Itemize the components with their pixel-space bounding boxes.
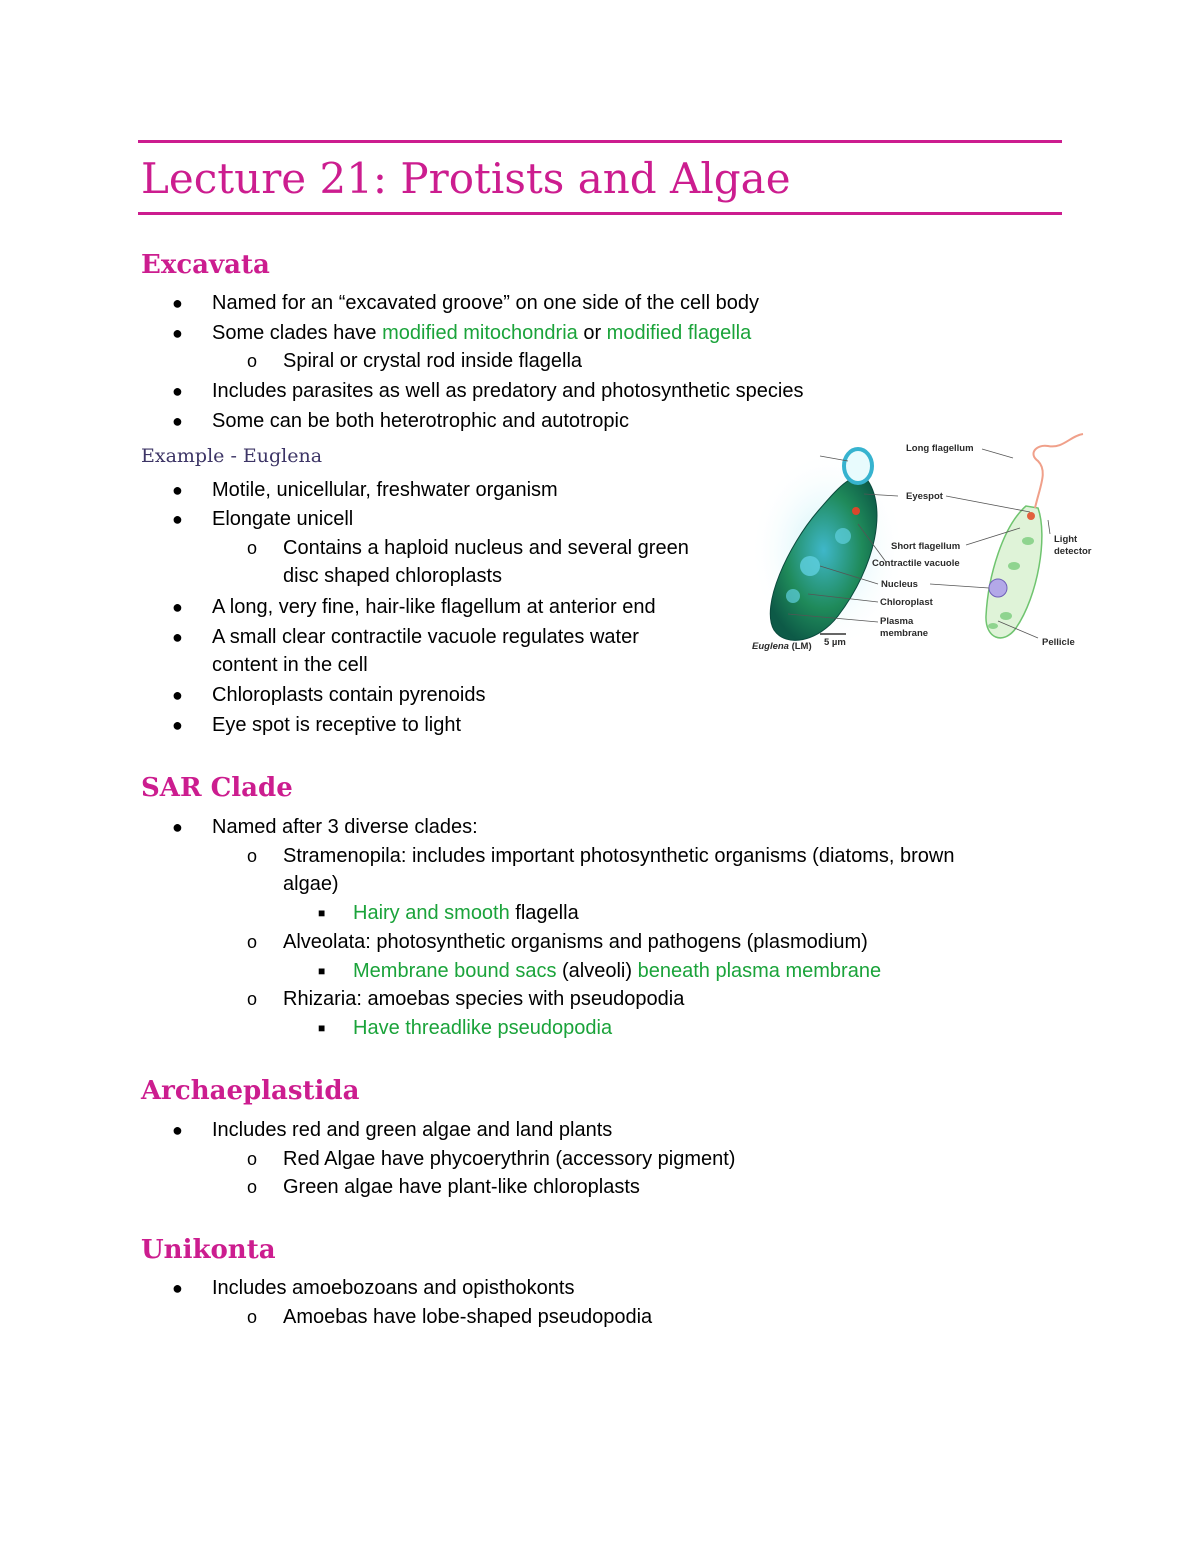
sar-alveoli-text: (alveoli) [556,960,638,982]
bullet-square: ■ [318,964,326,978]
euglena-subitem-1a: Contains a haploid nucleus and several green [283,537,689,559]
label-scale: 5 µm [824,637,846,648]
euglena-item-4a: A small clear contractile vacuole regulates water [212,626,639,648]
bullet-circle: o [247,846,258,866]
label-plasma-2: membrane [880,628,929,639]
highlight-membrane-sacs: Membrane bound sacs [353,960,557,982]
sar-flagella-text: flagella [509,902,579,924]
figure-caption [752,641,812,652]
excavata-subitem-1: Spiral or crystal rod inside flagella [283,350,583,372]
highlight-modified-flagella: modified flagella [606,322,752,344]
section-heading-sar: SAR Clade [141,773,293,803]
bullet-dot: ● [172,1278,183,1298]
chloroplast-drawing [1008,562,1020,570]
euglena-subitem-1b: disc shaped chloroplasts [283,565,503,587]
example-heading-euglena: Example - Euglena [141,445,323,467]
bullet-dot: ● [172,509,183,529]
excavata-item-2-pre: Some clades have [212,322,383,344]
bullet-dot: ● [172,381,183,401]
euglena-item-3: A long, very fine, hair-like flagellum at anterior end [212,596,656,618]
top-rule [138,140,1062,143]
sar-rhizaria: Rhizaria: amoebas species with pseudopodia [283,988,685,1010]
sar-alveolata-detail [353,957,881,985]
archaeplastida-red-algae: Red Algae have phycoerythrin (accessory pigment) [283,1148,736,1170]
bullet-square: ■ [318,1021,326,1035]
bullet-dot: ● [172,597,183,617]
label-chloroplast: Chloroplast [880,597,933,608]
leader-line [930,584,989,588]
label-short-flagellum: Short flagellum [891,541,961,552]
sar-item-1: Named after 3 diverse clades: [212,816,478,838]
bullet-square: ■ [318,906,326,920]
bullet-circle: o [247,989,258,1009]
excavata-item-1: Named for an “excavated groove” on one side of the cell body [212,292,759,314]
section-heading-archaeplastida: Archaeplastida [141,1076,360,1106]
excavata-item-3: Includes parasites as well as predatory and photosynthetic species [212,380,804,402]
archaeplastida-item-1: Includes red and green algae and land plants [212,1119,613,1141]
label-eyespot: Eyespot [906,491,943,502]
euglena-item-4b: content in the cell [212,654,368,676]
page-title: Lecture 21: Protists and Algae [141,154,791,203]
contractile-vacuole-photo [844,449,872,483]
archaeplastida-green-algae: Green algae have plant-like chloroplasts [283,1176,640,1198]
label-nucleus: Nucleus [881,579,918,590]
bullet-circle: o [247,1177,258,1197]
caption-suffix: (LM) [788,641,812,652]
bullet-dot: ● [172,411,183,431]
bullet-circle: o [247,932,258,952]
excavata-item-2 [212,319,751,347]
bullet-dot: ● [172,323,183,343]
euglena-item-1: Motile, unicellular, freshwater organism [212,479,558,501]
label-pellicle: Pellicle [1042,637,1075,648]
excavata-item-2-mid: or [577,322,607,344]
euglena-item-6: Eye spot is receptive to light [212,714,462,736]
leader-line [1048,520,1050,534]
label-plasma-1: Plasma [880,616,914,627]
euglena-item-2: Elongate unicell [212,508,354,530]
sar-stramenopila-a: Stramenopila: includes important photosynthetic organisms (diatoms, brown [283,845,955,867]
sar-stramenopila-detail [353,899,579,927]
highlight-beneath-membrane: beneath plasma membrane [637,960,882,982]
long-flagellum-drawing [1033,434,1083,508]
euglena-item-5: Chloroplasts contain pyrenoids [212,684,486,706]
bullet-dot: ● [172,627,183,647]
chloroplast-drawing [1022,537,1034,545]
chloroplast-drawing [988,623,998,629]
sar-alveolata: Alveolata: photosynthetic organisms and pathogens (plasmodium) [283,931,868,953]
sar-rhizaria-detail: Have threadlike pseudopodia [353,1017,613,1039]
unikonta-item-1: Includes amoebozoans and opisthokonts [212,1277,575,1299]
bullet-dot: ● [172,715,183,735]
bullet-circle: o [247,538,258,558]
section-heading-unikonta: Unikonta [141,1235,276,1265]
sar-stramenopila-b: algae) [283,873,339,895]
leader-line [946,496,1030,512]
bullet-dot: ● [172,685,183,705]
bullet-dot: ● [172,817,183,837]
label-light-detector-1: Light [1054,534,1078,545]
chloroplast-photo [835,528,851,544]
highlight-modified-mitochondria: modified mitochondria [382,322,578,344]
highlight-hairy-smooth: Hairy and smooth [353,902,510,924]
bullet-circle: o [247,1307,258,1327]
nucleus-photo [800,556,820,576]
title-underline [138,212,1062,215]
label-light-detector-2: detector [1054,546,1092,557]
caption-name: Euglena [752,641,789,652]
label-contractile-vacuole: Contractile vacuole [872,558,960,569]
bullet-circle: o [247,351,258,371]
section-heading-excavata: Excavata [141,250,270,280]
euglena-cell-drawing [986,506,1042,638]
euglena-diagram [748,416,1100,656]
unikonta-amoebas: Amoebas have lobe-shaped pseudopodia [283,1306,653,1328]
bullet-dot: ● [172,293,183,313]
leader-line [982,449,1013,458]
eyespot-photo [852,507,860,515]
label-long-flagellum: Long flagellum [906,443,974,454]
bullet-circle: o [247,1149,258,1169]
chloroplast-photo [786,589,800,603]
nucleus-drawing [989,579,1007,597]
bullet-dot: ● [172,1120,183,1140]
chloroplast-drawing [1000,612,1012,620]
excavata-item-4: Some can be both heterotrophic and autotropic [212,410,629,432]
bullet-dot: ● [172,480,183,500]
eyespot-drawing [1027,512,1035,520]
